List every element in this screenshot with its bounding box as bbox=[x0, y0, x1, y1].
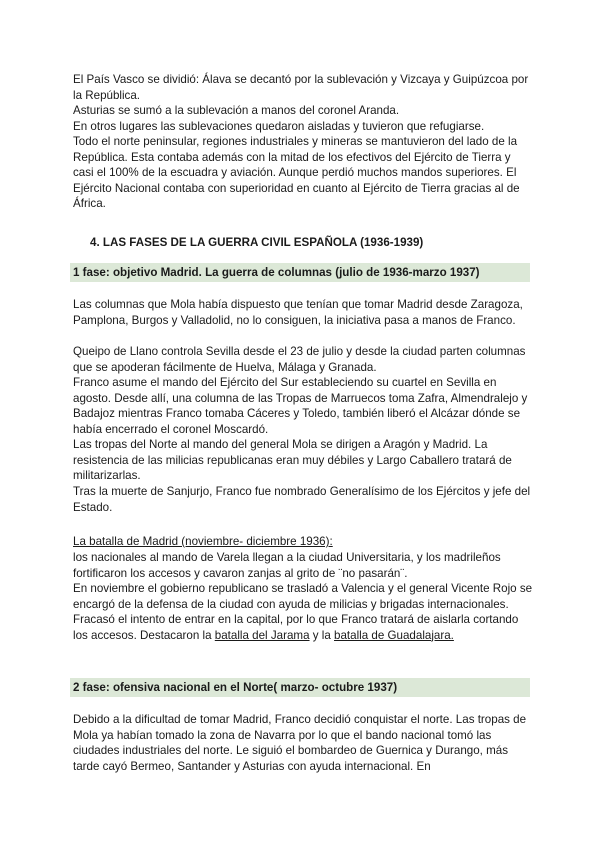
link-batalla-jarama[interactable]: batalla del Jarama bbox=[214, 628, 310, 642]
section-heading-fases: 4. LAS FASES DE LA GUERRA CIVIL ESPAÑOLA (1936-1939) bbox=[90, 236, 424, 249]
paragraph-tropas-norte: Las tropas del Norte al mando del general Mola se dirigen a Aragón y Madrid. La resistencia de las milicias republicanas eran muy débiles y Largo Caballero tratará de militarizarlas. bbox=[73, 438, 512, 482]
paragraph-noviembre-text: En noviembre el gobierno republicano se trasladó a Valencia y el general Vicente Rojo se encargó de la defensa de la ciudad con ayuda de milicias y brigadas internacionales. Fracasó el intento de entrar en la capital, por lo que Franco tratará de aislarla cortando los accesos. Destacaron la bbox=[73, 582, 533, 642]
paragraph-queipo: Queipo de Llano controla Sevilla desde el 23 de julio y desde la ciudad parten columnas que se apoderan fácilmente de Huelva, Málaga y Granada. bbox=[73, 345, 526, 374]
paragraph-noviembre-joiner: y la bbox=[309, 628, 335, 642]
phase-2-heading: 2 fase: ofensiva nacional en el Norte( marzo- octubre 1937) bbox=[70, 678, 530, 697]
paragraph-pais-vasco: El País Vasco se dividió: Álava se decantó por la sublevación y Vizcaya y Guipúzcoa por la República. bbox=[73, 73, 529, 102]
paragraph-norte-peninsular: Todo el norte peninsular, regiones industriales y mineras se mantuvieron del lado de la República. Esta contaba además con la mitad de los efectivos del Ejército de Tierra y casi el 100% de la escuadra y aviación. Aunque perdió muchos mandos superiores. El Ejército Nacional contaba con superioridad en cuanto al Ejército de Tierra gracias al de África. bbox=[73, 135, 520, 210]
paragraph-columnas: Las columnas que Mola había dispuesto que tenían que tomar Madrid desde Zaragoza, Pamplona, Burgos y Valladolid, no lo consiguen, la iniciativa pasa a manos de Franco. bbox=[73, 298, 523, 327]
link-batalla-guadalajara[interactable]: batalla de Guadalajara. bbox=[334, 628, 454, 642]
subheading-batalla-madrid: La batalla de Madrid (noviembre- diciembre 1936): bbox=[73, 535, 333, 548]
paragraph-franco-sur: Franco asume el mando del Ejército del Sur estableciendo su cuartel en Sevilla en agosto. Desde allí, una columna de las Tropas de Marruecos toma Zafra, Almendralejo y Badajoz mientras Franco tomaba Cáceres y Toledo, también liberó el Alcázar dónde se había encerrado el coronel Moscardó. bbox=[73, 376, 528, 436]
paragraph-noviembre bbox=[73, 581, 533, 643]
paragraph-ofensiva-norte: Debido a la dificultad de tomar Madrid, Franco decidió conquistar el norte. Las tropas de Mola ya habían tomado la zona de Navarra por lo que el bando nacional tomó las ciudades industriales del norte. Le siguió el bombardeo de Guernica y Durango, más tarde cayó Bermeo, Santander y Asturias con ayuda internacional. En bbox=[73, 713, 527, 773]
paragraph-otros-lugares: En otros lugares las sublevaciones quedaron aisladas y tuvieron que refugiarse. bbox=[73, 120, 485, 133]
paragraph-varela: los nacionales al mando de Varela llegan a la ciudad Universitaria, y los madrileños fortificaron los accesos y cavaron zanjas al grito de ¨no pasarán¨. bbox=[73, 551, 501, 580]
paragraph-sanjurjo: Tras la muerte de Sanjurjo, Franco fue nombrado Generalísimo de los Ejércitos y jefe del Estado. bbox=[73, 485, 531, 514]
phase-1-heading: 1 fase: objetivo Madrid. La guerra de columnas (julio de 1936-marzo 1937) bbox=[70, 263, 530, 282]
paragraph-asturias: Asturias se sumó a la sublevación a manos del coronel Aranda. bbox=[73, 104, 400, 117]
